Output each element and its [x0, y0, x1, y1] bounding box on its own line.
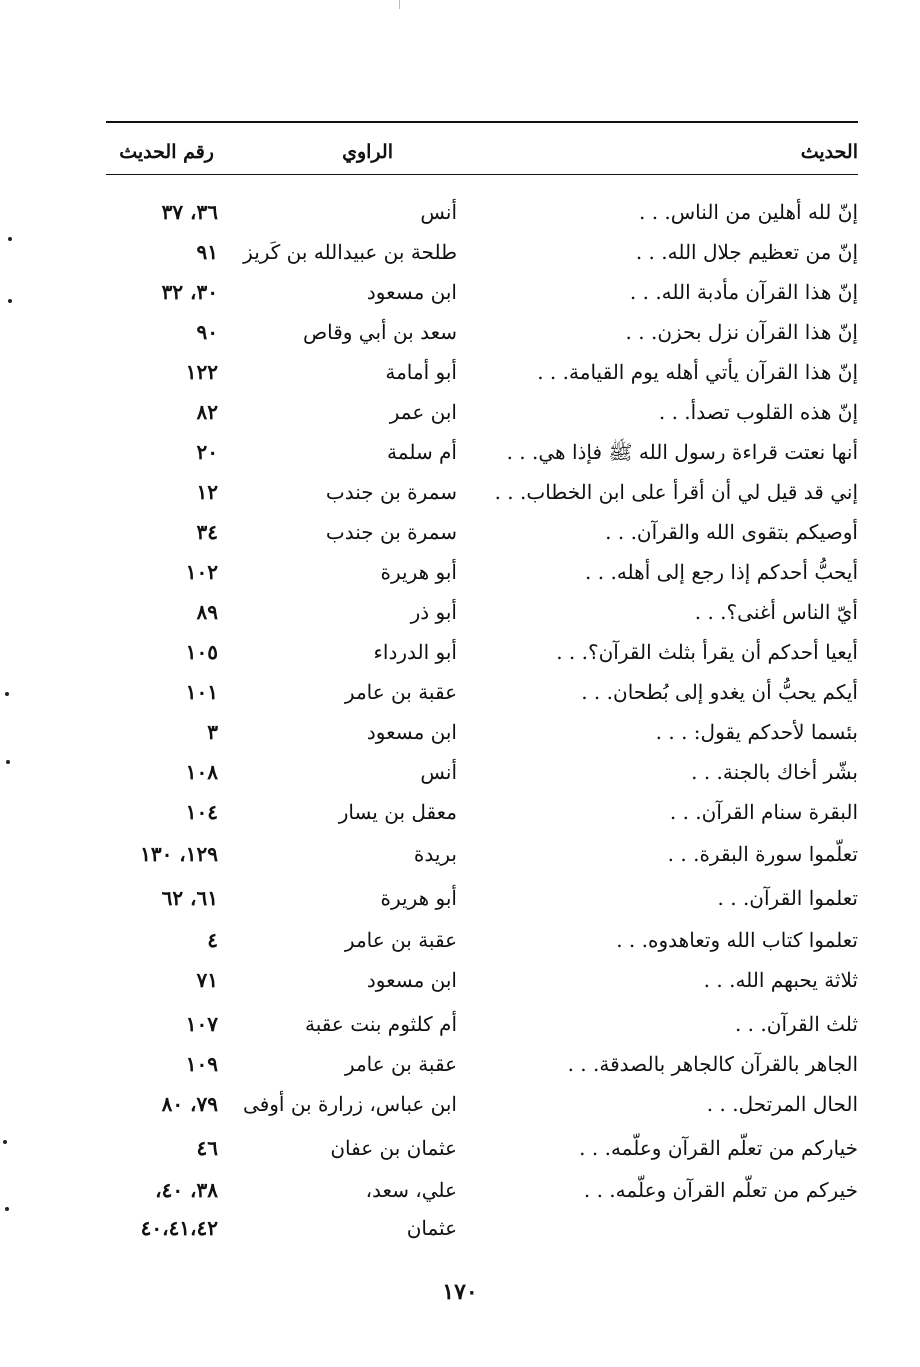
row-numbers: ٨٩: [196, 600, 218, 624]
row-numbers: ٣٦، ٣٧: [161, 200, 218, 224]
row-numbers: ٩٠: [196, 320, 218, 344]
row-narrator: سمرة بن جندب: [325, 480, 457, 504]
row-numbers: ٢٠: [196, 440, 218, 464]
row-narrator: ابن عباس، زرارة بن أوفى: [243, 1092, 457, 1116]
row-hadith: إنّ هذا القرآن نزل بحزن. . .: [625, 320, 858, 344]
margin-dot: [8, 237, 12, 241]
row-narrator: معقل بن يسار: [338, 800, 457, 824]
row-narrator: أبو ذر: [410, 600, 457, 624]
margin-dot: [6, 760, 10, 764]
row-narrator: بريدة: [413, 842, 457, 866]
row-narrator: طلحة بن عبيدالله بن كَريز: [243, 240, 457, 264]
row-hadith: أيعيا أحدكم أن يقرأ بثلث القرآن؟. . .: [556, 640, 858, 664]
row-narrator: عقبة بن عامر: [344, 1052, 457, 1076]
row-hadith: أيكم يحبُّ أن يغدو إلى بُطحان. . .: [581, 680, 858, 704]
row-hadith: الجاهر بالقرآن كالجاهر بالصدقة. . .: [567, 1052, 858, 1076]
row-hadith: تعلّموا سورة البقرة. . .: [667, 842, 858, 866]
row-narrator: أم كلثوم بنت عقبة: [305, 1012, 457, 1036]
column-header-number: رقم الحديث: [119, 141, 214, 163]
row-hadith: بئسما لأحدكم يقول: . . .: [655, 720, 858, 744]
row-numbers: ٩١: [196, 240, 218, 264]
row-numbers: ١٢٢: [185, 360, 218, 384]
row-numbers: ٦١، ٦٢: [161, 886, 218, 910]
row-hadith: خيركم من تعلّم القرآن وعلّمه. . .: [583, 1178, 858, 1202]
header-rule: [106, 174, 858, 175]
margin-dot: [3, 1140, 7, 1144]
row-narrator: علي، سعد،: [365, 1178, 457, 1202]
row-numbers: ١٢٩، ١٣٠: [140, 842, 218, 866]
row-numbers: ٨٢: [196, 400, 218, 424]
row-narrator: أنس: [420, 760, 457, 784]
row-hadith: ثلاثة يحبهم الله. . .: [703, 968, 858, 992]
row-numbers: ١٠٧: [185, 1012, 218, 1036]
row-hadith: ثلث القرآن. . .: [734, 1012, 858, 1036]
row-hadith: أيحبُّ أحدكم إذا رجع إلى أهله. . .: [585, 560, 858, 584]
row-numbers: ٤: [207, 928, 218, 952]
row-narrator: عثمان بن عفان: [330, 1136, 457, 1160]
row-hadith: أيّ الناس أغنى؟. . .: [694, 600, 858, 624]
row-hadith: إنّ هذا القرآن يأتي أهله يوم القيامة. . .: [537, 360, 858, 384]
row-hadith: أنها نعتت قراءة رسول الله ﷺ فإذا هي. . .: [506, 440, 858, 464]
row-narrator: ابن مسعود: [366, 280, 457, 304]
row-numbers: ٤٦: [196, 1136, 218, 1160]
row-hadith: الحال المرتحل. . .: [706, 1092, 858, 1116]
row-numbers: ١٠٩: [185, 1052, 218, 1076]
row-hadith: إنّ هذا القرآن مأدبة الله. . .: [629, 280, 858, 304]
row-numbers: ٤٠،٤١،٤٢: [140, 1216, 218, 1240]
scan-artifact: [399, 0, 400, 9]
row-narrator: أبو هريرة: [380, 560, 457, 584]
row-numbers: ١٠٨: [185, 760, 218, 784]
row-numbers: ٣٠، ٣٢: [161, 280, 218, 304]
row-hadith: إني قد قيل لي أن أقرأ على ابن الخطاب. . .: [494, 480, 858, 504]
column-header-narrator: الراوي: [342, 141, 393, 163]
row-hadith: أوصيكم بتقوى الله والقرآن. . .: [605, 520, 858, 544]
margin-dot: [5, 1207, 9, 1211]
row-narrator: عقبة بن عامر: [344, 680, 457, 704]
row-numbers: ٣: [207, 720, 218, 744]
row-narrator: ابن مسعود: [366, 968, 457, 992]
row-narrator: أبو هريرة: [380, 886, 457, 910]
row-narrator: سعد بن أبي وقاص: [302, 320, 457, 344]
page-number: ١٧٠: [442, 1279, 478, 1305]
row-numbers: ٣٨، ٤٠،: [155, 1178, 218, 1202]
row-hadith: بشّر أخاك بالجنة. . .: [691, 760, 858, 784]
row-numbers: ١٠١: [185, 680, 218, 704]
row-narrator: أبو الدرداء: [373, 640, 457, 664]
row-narrator: عقبة بن عامر: [344, 928, 457, 952]
row-hadith: إنّ لله أهلين من الناس. . .: [638, 200, 858, 224]
row-numbers: ٧٩، ٨٠: [161, 1092, 218, 1116]
row-numbers: ١٠٢: [185, 560, 218, 584]
row-hadith: إنّ من تعظيم جلال الله. . .: [635, 240, 858, 264]
margin-dot: [8, 299, 12, 303]
row-narrator: أنس: [420, 200, 457, 224]
row-narrator: عثمان: [406, 1216, 457, 1240]
row-hadith: تعلموا كتاب الله وتعاهدوه. . .: [616, 928, 858, 952]
row-hadith: البقرة سنام القرآن. . .: [669, 800, 858, 824]
top-rule: [106, 121, 858, 123]
row-narrator: ابن مسعود: [366, 720, 457, 744]
row-hadith: خياركم من تعلّم القرآن وعلّمه. . .: [579, 1136, 858, 1160]
row-narrator: ابن عمر: [389, 400, 457, 424]
column-header-hadith: الحديث: [800, 141, 858, 163]
margin-dot: [5, 692, 9, 696]
row-narrator: سمرة بن جندب: [325, 520, 457, 544]
row-narrator: أبو أمامة: [385, 360, 457, 384]
row-narrator: أم سلمة: [387, 440, 457, 464]
row-numbers: ١٠٤: [185, 800, 218, 824]
row-numbers: ١٠٥: [185, 640, 218, 664]
row-numbers: ١٢: [196, 480, 218, 504]
row-numbers: ٣٤: [196, 520, 218, 544]
row-hadith: تعلموا القرآن. . .: [717, 886, 858, 910]
row-numbers: ٧١: [196, 968, 218, 992]
row-hadith: إنّ هذه القلوب تصدأ. . .: [658, 400, 858, 424]
